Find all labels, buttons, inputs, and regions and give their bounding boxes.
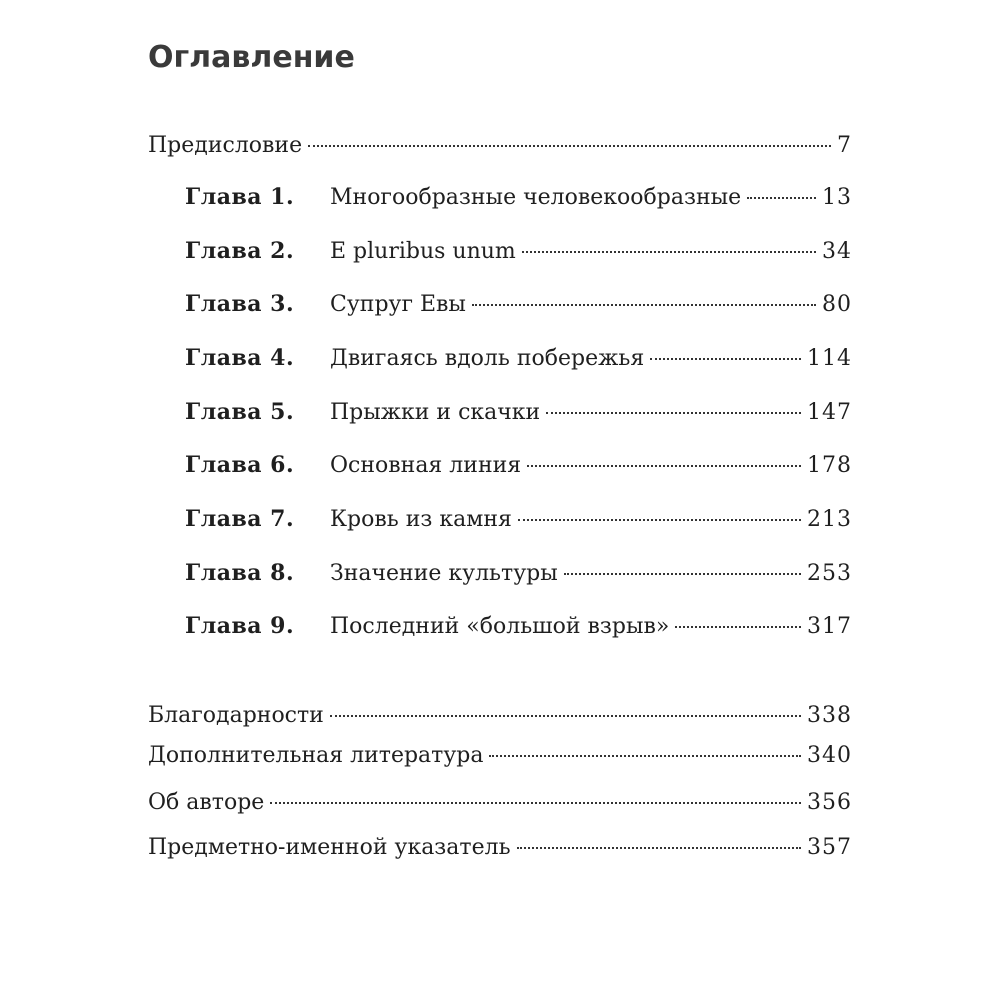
- entry-title: Прыжки и скачки: [330, 400, 541, 425]
- toc-entry-chapter-3: [185, 289, 852, 320]
- dot-leader: [518, 519, 801, 521]
- entry-title: Предисловие: [148, 133, 303, 158]
- chapter-label: Глава 6.: [185, 452, 295, 478]
- dot-leader: [564, 573, 801, 575]
- entry-title: Супруг Евы: [330, 292, 466, 317]
- chapter-label: Глава 1.: [185, 184, 295, 210]
- page-number: 13: [822, 185, 852, 210]
- entry-title: Многообразные человекообразные: [330, 185, 742, 210]
- page-number: 213: [807, 507, 852, 532]
- page-number: 114: [807, 346, 852, 371]
- page-number: 34: [822, 239, 852, 264]
- entry-title: Об авторе: [148, 790, 265, 815]
- entry-title: Значение культуры: [330, 561, 558, 586]
- page-number: 80: [822, 292, 852, 317]
- entry-title: E pluribus unum: [330, 239, 516, 264]
- chapter-label: Глава 9.: [185, 613, 295, 639]
- dot-leader: [522, 251, 816, 253]
- page-number: 356: [807, 790, 852, 815]
- dot-leader: [527, 465, 801, 467]
- toc-entry-chapter-6: [185, 450, 852, 481]
- chapter-label: Глава 8.: [185, 560, 295, 586]
- page-number: 178: [807, 453, 852, 478]
- entry-title: Последний «большой взрыв»: [330, 614, 670, 639]
- toc-entry-further-reading: [148, 741, 852, 771]
- entry-title: Предметно-именной указатель: [148, 835, 511, 860]
- chapter-label: Глава 2.: [185, 238, 295, 264]
- toc-entry-chapter-5: [185, 397, 852, 428]
- toc-entry-chapter-7: [185, 504, 852, 535]
- entry-title: Двигаясь вдоль побережья: [330, 346, 645, 371]
- page-number: 147: [807, 400, 852, 425]
- dot-leader: [675, 626, 801, 628]
- entry-title: Основная линия: [330, 453, 522, 478]
- dot-leader: [472, 304, 816, 306]
- toc-title: Оглавление: [148, 40, 355, 75]
- dot-leader: [747, 197, 816, 199]
- toc-entry-chapter-9: [185, 611, 852, 642]
- toc-entry-acknowledgements: [148, 701, 852, 731]
- toc-entry-index: [148, 833, 852, 863]
- toc-entry-chapter-2: [185, 236, 852, 267]
- chapter-label: Глава 3.: [185, 291, 295, 317]
- chapter-label: Глава 4.: [185, 345, 295, 371]
- dot-leader: [308, 145, 831, 147]
- toc-entry-chapter-1: [185, 182, 852, 213]
- page-number: 338: [807, 703, 852, 728]
- chapter-label: Глава 5.: [185, 399, 295, 425]
- entry-title: Дополнительная литература: [148, 743, 484, 768]
- page-number: 357: [807, 835, 852, 860]
- dot-leader: [330, 715, 801, 717]
- dot-leader: [546, 412, 801, 414]
- chapter-label: Глава 7.: [185, 506, 295, 532]
- entry-title: Благодарности: [148, 703, 324, 728]
- page-number: 253: [807, 561, 852, 586]
- page-number: 340: [807, 743, 852, 768]
- toc-entry-about-author: [148, 788, 852, 818]
- entry-title: Кровь из камня: [330, 507, 512, 532]
- page-number: 317: [807, 614, 852, 639]
- toc-entry-preface: [148, 131, 852, 161]
- dot-leader: [517, 847, 801, 849]
- toc-entry-chapter-8: [185, 558, 852, 589]
- dot-leader: [489, 755, 801, 757]
- toc-entry-chapter-4: [185, 343, 852, 374]
- dot-leader: [270, 802, 801, 804]
- page-number: 7: [837, 133, 852, 158]
- dot-leader: [650, 358, 801, 360]
